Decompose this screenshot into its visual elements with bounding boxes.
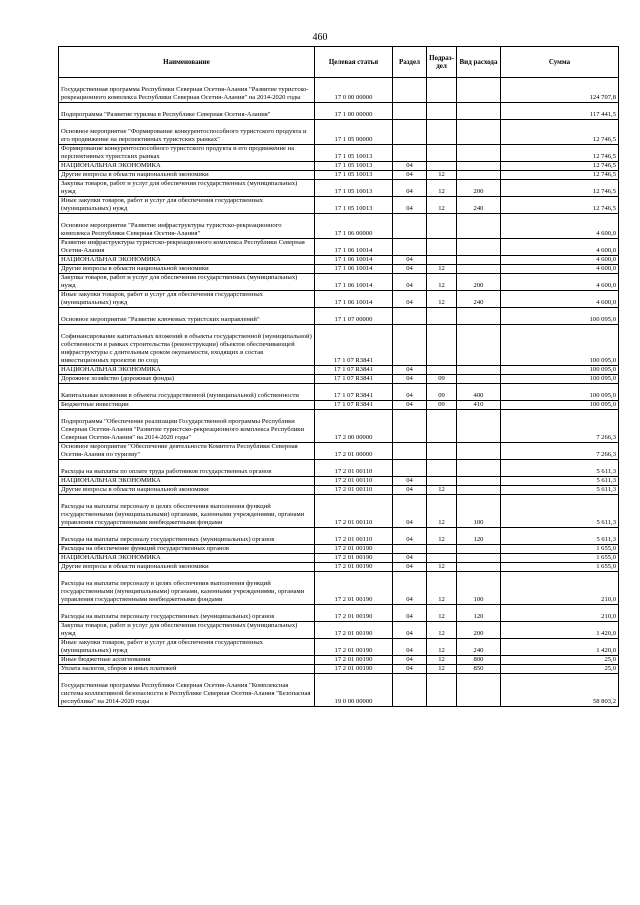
cell-subsection [427,443,457,460]
cell-sum: 12 746,5 [501,120,619,145]
cell-type: 800 [457,656,501,665]
cell-name: Закупка товаров, работ и услуг для обеспечения государственных (муниципальных) нужд [59,274,315,291]
cell-section: 04 [393,554,427,563]
cell-section [393,545,427,554]
cell-name: Закупка товаров, работ и услуг для обеспечения государственных (муниципальных) нужд [59,622,315,639]
cell-section: 04 [393,197,427,214]
table-row [59,443,619,460]
cell-section: 04 [393,495,427,528]
cell-name: Дорожное хозяйство (дорожные фонды) [59,375,315,384]
cell-subsection [427,120,457,145]
cell-type: 850 [457,665,501,674]
cell-subsection: 12 [427,495,457,528]
cell-subsection: 12 [427,180,457,197]
cell-sum: 1 655,0 [501,545,619,554]
cell-type [457,103,501,120]
cell-name: Иные бюджетные ассигнования [59,656,315,665]
header-sum: Сумма [501,47,619,78]
cell-section: 04 [393,486,427,495]
cell-subsection: 09 [427,401,457,410]
table-row [59,384,619,401]
cell-sum: 210,0 [501,572,619,605]
cell-name: Расходы на обеспечение функций государственных органов [59,545,315,554]
cell-type [457,375,501,384]
cell-sum: 12 746,5 [501,145,619,162]
cell-article: 17 1 07 R3841 [315,401,393,410]
table-row [59,545,619,554]
cell-type [457,256,501,265]
cell-sum: 5 611,3 [501,486,619,495]
cell-section [393,410,427,443]
cell-sum: 100 095,0 [501,366,619,375]
cell-sum: 12 746,5 [501,180,619,197]
table-row [59,214,619,239]
cell-subsection [427,325,457,366]
table-row [59,622,619,639]
cell-article: 17 1 05 10013 [315,171,393,180]
cell-subsection: 12 [427,665,457,674]
table-row [59,325,619,366]
table-row [59,401,619,410]
cell-type [457,674,501,707]
cell-type [457,145,501,162]
cell-article: 17 2 01 00190 [315,545,393,554]
table-row [59,274,619,291]
table-row [59,410,619,443]
cell-type [457,120,501,145]
cell-article: 17 1 06 00000 [315,214,393,239]
cell-name: Иные закупки товаров, работ и услуг для обеспечения государственных (муниципальных) нужд [59,291,315,308]
cell-name: Бюджетные инвестиции [59,401,315,410]
table-row [59,605,619,622]
header-article: Целевая статья [315,47,393,78]
cell-subsection: 12 [427,265,457,274]
cell-sum: 1 420,0 [501,622,619,639]
cell-section: 04 [393,665,427,674]
cell-subsection: 12 [427,622,457,639]
cell-section: 04 [393,639,427,656]
cell-article: 17 2 01 00190 [315,554,393,563]
cell-article: 17 1 06 10014 [315,274,393,291]
cell-type [457,265,501,274]
cell-name: Иные закупки товаров, работ и услуг для обеспечения государственных (муниципальных) нужд [59,197,315,214]
cell-type: 200 [457,180,501,197]
cell-subsection [427,554,457,563]
cell-type: 200 [457,274,501,291]
table-row [59,256,619,265]
cell-article: 17 2 01 00190 [315,622,393,639]
cell-section [393,78,427,103]
cell-section [393,214,427,239]
cell-sum: 7 266,3 [501,410,619,443]
cell-subsection: 09 [427,384,457,401]
cell-article: 17 2 01 00000 [315,443,393,460]
cell-article: 17 1 06 10014 [315,291,393,308]
table-row [59,265,619,274]
cell-sum: 4 600,0 [501,265,619,274]
cell-subsection [427,145,457,162]
cell-subsection: 12 [427,197,457,214]
cell-sum: 25,0 [501,656,619,665]
cell-name: Основное мероприятие "Развитие инфраструктуры туристско-рекреационного комплекса Республики Северная Осетия-Алания" [59,214,315,239]
cell-article: 17 1 07 R3841 [315,375,393,384]
cell-subsection [427,477,457,486]
cell-type [457,410,501,443]
cell-article: 17 2 01 00110 [315,477,393,486]
cell-article: 19 0 00 00000 [315,674,393,707]
cell-name: НАЦИОНАЛЬНАЯ ЭКОНОМИКА [59,162,315,171]
cell-subsection: 12 [427,572,457,605]
cell-sum: 58 803,2 [501,674,619,707]
cell-section [393,460,427,477]
cell-name: Подпрограмма "Обеспечение реализации Государственной программы Республики Северная Осетия-Алания "Развитие туристско-рекреационного комплекса Республики Северная Осетия-Алания" на 2014-2020 годы" [59,410,315,443]
cell-subsection: 12 [427,528,457,545]
cell-sum: 100 095,0 [501,375,619,384]
table-row [59,572,619,605]
cell-subsection: 12 [427,291,457,308]
cell-article: 17 2 01 00190 [315,563,393,572]
cell-type [457,366,501,375]
cell-subsection [427,410,457,443]
cell-section: 04 [393,366,427,375]
cell-type [457,563,501,572]
cell-section: 04 [393,622,427,639]
table-row [59,554,619,563]
cell-article: 17 2 01 00190 [315,572,393,605]
cell-sum: 12 746,5 [501,197,619,214]
cell-name: Другие вопросы в области национальной экономики [59,265,315,274]
cell-name: Другие вопросы в области национальной экономики [59,563,315,572]
cell-sum: 7 266,3 [501,443,619,460]
cell-name: Расходы на выплаты персоналу в целях обеспечения выполнения функций государственными (муниципальными) органами, казенными учреждениями, органами управления государственными внебюджетными фондами [59,572,315,605]
header-section: Раздел [393,47,427,78]
cell-name: Софинансирование капитальных вложений в объекты государственной (муниципальной) собственности в рамках строительства (реконструкции) объектов обеспечивающей инфраструктуры с длительным сроком окупаемости, входящих в состав инвестиционных проектов по созд [59,325,315,366]
cell-article: 17 1 07 R3841 [315,384,393,401]
cell-subsection [427,366,457,375]
header-expense-type: Вид расхода [457,47,501,78]
table-row [59,120,619,145]
cell-subsection [427,308,457,325]
cell-type [457,162,501,171]
cell-subsection [427,674,457,707]
table-row [59,197,619,214]
cell-section: 04 [393,180,427,197]
table-row [59,528,619,545]
table-header-row [59,47,619,78]
table-row [59,563,619,572]
cell-subsection [427,103,457,120]
cell-name: Развитие инфраструктуры туристско-рекреационного комплекса Республики Северная Осетия-Алания [59,239,315,256]
cell-sum: 1 420,0 [501,639,619,656]
cell-type: 100 [457,495,501,528]
cell-sum: 12 746,5 [501,162,619,171]
cell-subsection [427,162,457,171]
cell-section [393,674,427,707]
cell-sum: 25,0 [501,665,619,674]
cell-subsection: 12 [427,171,457,180]
cell-subsection: 12 [427,563,457,572]
cell-name: Уплата налогов, сборов и иных платежей [59,665,315,674]
cell-name: НАЦИОНАЛЬНАЯ ЭКОНОМИКА [59,366,315,375]
cell-article: 17 2 01 00110 [315,486,393,495]
cell-section: 04 [393,528,427,545]
cell-sum: 100 095,0 [501,384,619,401]
cell-article: 17 0 00 00000 [315,78,393,103]
cell-type [457,443,501,460]
cell-name: Иные закупки товаров, работ и услуг для обеспечения государственных (муниципальных) нужд [59,639,315,656]
cell-article: 17 1 05 10013 [315,162,393,171]
cell-subsection: 12 [427,274,457,291]
cell-name: Расходы на выплаты персоналу в целях обеспечения выполнения функций государственными (муниципальными) органами, казенными учреждениями, органами управления государственными внебюджетными фондами [59,495,315,528]
cell-name: НАЦИОНАЛЬНАЯ ЭКОНОМИКА [59,256,315,265]
cell-article: 17 2 01 00110 [315,528,393,545]
cell-subsection [427,239,457,256]
cell-name: Подпрограмма "Развитие туризма в Республике Северная Осетия-Алания" [59,103,315,120]
cell-section [393,308,427,325]
cell-name: Другие вопросы в области национальной экономики [59,171,315,180]
cell-sum: 4 600,0 [501,256,619,265]
page-number: 460 [312,32,328,43]
cell-article: 17 1 05 10013 [315,145,393,162]
cell-sum: 4 600,0 [501,274,619,291]
table-row [59,477,619,486]
cell-sum: 4 600,0 [501,214,619,239]
table-row [59,375,619,384]
table-row [59,171,619,180]
cell-name: Основное мероприятие "Развитие ключевых туристских направлений" [59,308,315,325]
cell-sum: 5 611,3 [501,495,619,528]
header-name: Наименование [59,47,315,78]
table-row [59,674,619,707]
cell-subsection: 12 [427,656,457,665]
cell-article: 17 2 00 00000 [315,410,393,443]
cell-section: 04 [393,162,427,171]
cell-subsection [427,460,457,477]
cell-sum: 117 441,5 [501,103,619,120]
cell-article: 17 1 06 10014 [315,265,393,274]
cell-type [457,171,501,180]
cell-section [393,325,427,366]
cell-section: 04 [393,171,427,180]
cell-article: 17 1 05 00000 [315,120,393,145]
cell-section: 04 [393,656,427,665]
cell-type [457,486,501,495]
cell-article: 17 1 07 R3841 [315,366,393,375]
cell-section [393,103,427,120]
cell-sum: 5 611,3 [501,460,619,477]
cell-sum: 100 095,0 [501,401,619,410]
cell-type [457,460,501,477]
table-row [59,291,619,308]
cell-article: 17 1 00 00000 [315,103,393,120]
table-row [59,180,619,197]
cell-article: 17 1 06 10014 [315,256,393,265]
cell-name: Капитальные вложения в объекты государственной (муниципальной) собственности [59,384,315,401]
table-row [59,486,619,495]
cell-subsection: 12 [427,486,457,495]
cell-type: 100 [457,572,501,605]
cell-type [457,214,501,239]
cell-article: 17 2 01 00110 [315,460,393,477]
cell-name: Государственная программа Республики Северная Осетия-Алания "Развитие туристско-рекреационного комплекса Республики Северная Осетия-Алания" на 2014-2020 годы [59,78,315,103]
cell-type: 240 [457,291,501,308]
cell-section [393,239,427,256]
cell-name: НАЦИОНАЛЬНАЯ ЭКОНОМИКА [59,477,315,486]
cell-type [457,477,501,486]
cell-article: 17 1 05 10013 [315,180,393,197]
cell-name: Государственная программа Республики Северная Осетия-Алания "Комплексная система коллективной безопасности в Республике Северная Осетия-Алания "Безопасная республика" на 2014-2020 годы [59,674,315,707]
cell-article: 17 1 05 10013 [315,197,393,214]
cell-article: 17 1 07 R3841 [315,325,393,366]
table-row [59,239,619,256]
cell-sum: 1 655,0 [501,563,619,572]
table-row [59,656,619,665]
cell-type: 240 [457,197,501,214]
cell-section: 04 [393,265,427,274]
cell-section: 04 [393,375,427,384]
table-row [59,145,619,162]
cell-section: 04 [393,291,427,308]
cell-sum: 4 600,0 [501,239,619,256]
cell-article: 17 2 01 00190 [315,639,393,656]
cell-subsection [427,78,457,103]
cell-sum: 100 095,0 [501,308,619,325]
cell-type [457,325,501,366]
cell-article: 17 2 01 00190 [315,605,393,622]
cell-type: 200 [457,622,501,639]
cell-name: Основное мероприятие "Формирование конкурентоспособного туристского продукта и его продвижение на перспективных туристских рынках" [59,120,315,145]
table-row [59,103,619,120]
table-body [59,78,619,707]
table-row [59,639,619,656]
cell-section [393,145,427,162]
cell-subsection: 12 [427,605,457,622]
cell-section [393,120,427,145]
cell-type [457,545,501,554]
cell-section: 04 [393,563,427,572]
table-row [59,665,619,674]
cell-sum: 124 707,8 [501,78,619,103]
cell-name: Расходы на выплаты по оплате труда работников государственных органов [59,460,315,477]
cell-section: 04 [393,256,427,265]
cell-section: 04 [393,572,427,605]
cell-type: 120 [457,605,501,622]
cell-article: 17 2 01 00190 [315,665,393,674]
cell-type [457,239,501,256]
cell-section: 04 [393,605,427,622]
cell-sum: 1 655,0 [501,554,619,563]
cell-article: 17 1 07 00000 [315,308,393,325]
cell-type: 120 [457,528,501,545]
cell-type: 410 [457,401,501,410]
table-row [59,308,619,325]
cell-subsection: 12 [427,639,457,656]
cell-sum: 5 611,3 [501,477,619,486]
cell-article: 17 1 06 10014 [315,239,393,256]
cell-sum: 100 095,0 [501,325,619,366]
cell-type: 240 [457,639,501,656]
cell-subsection [427,214,457,239]
cell-section: 04 [393,384,427,401]
cell-name: Расходы на выплаты персоналу государственных (муниципальных) органов [59,605,315,622]
cell-section: 04 [393,274,427,291]
cell-name: НАЦИОНАЛЬНАЯ ЭКОНОМИКА [59,554,315,563]
cell-article: 17 2 01 00110 [315,495,393,528]
budget-table [58,46,619,707]
cell-name: Формирование конкурентоспособного туристского продукта и его продвижение на перспективных туристских рынках [59,145,315,162]
cell-section: 04 [393,401,427,410]
cell-article: 17 2 01 00190 [315,656,393,665]
cell-sum: 4 600,0 [501,291,619,308]
cell-subsection [427,545,457,554]
cell-type [457,78,501,103]
header-subsection: Подраз-дел [427,47,457,78]
table-row [59,162,619,171]
cell-sum: 12 746,5 [501,171,619,180]
cell-name: Расходы на выплаты персоналу государственных (муниципальных) органов [59,528,315,545]
cell-subsection: 09 [427,375,457,384]
cell-sum: 5 611,3 [501,528,619,545]
table-row [59,366,619,375]
cell-type [457,308,501,325]
cell-section [393,443,427,460]
cell-type: 400 [457,384,501,401]
cell-type [457,554,501,563]
cell-name: Другие вопросы в области национальной экономики [59,486,315,495]
cell-name: Основное мероприятие "Обеспечение деятельности Комитета Республики Северная Осетия-Алания по туризму" [59,443,315,460]
cell-subsection [427,256,457,265]
table-row [59,495,619,528]
cell-section: 04 [393,477,427,486]
table-row [59,460,619,477]
cell-sum: 210,0 [501,605,619,622]
table-row [59,78,619,103]
cell-name: Закупка товаров, работ и услуг для обеспечения государственных (муниципальных) нужд [59,180,315,197]
